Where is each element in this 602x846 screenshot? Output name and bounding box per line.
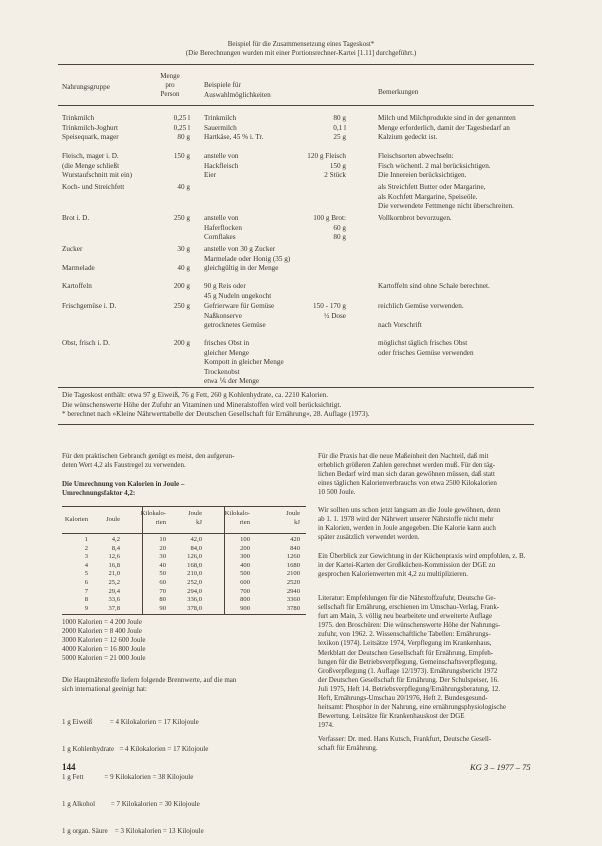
food-cell-line: 80 g xyxy=(177,133,190,142)
conv-cell: 3360 xyxy=(286,596,300,604)
reference-line: Heft, Ernährungs-Umschau 20/1976, Heft 2. Bundesgesund- xyxy=(318,694,488,703)
food-cell-line: Trinkmilch-Joghurt xyxy=(62,123,119,132)
author-note xyxy=(318,735,491,753)
header-amount-l1: Menge xyxy=(160,72,180,80)
large-value-line: 4000 Kalorien = 16 800 Joule xyxy=(62,645,146,654)
food-cell-group xyxy=(62,183,124,193)
food-cell-line: 150 g xyxy=(329,161,346,170)
conv-header-line: Joule xyxy=(286,510,300,517)
food-cell-line: Die verwendete Fettmenge nicht überschreiten. xyxy=(378,202,514,211)
conv-header-line: Joule xyxy=(106,516,120,523)
food-cell-line: Naßkonserve xyxy=(204,311,242,320)
food-cell-example xyxy=(204,302,274,331)
energy-value-line: 1 g Fett = 9 Kilokalorien = 38 Kilojoule xyxy=(62,772,194,781)
reference-line: Bewertung. Leitsätze für Krankenhauskost der DGE xyxy=(318,712,465,721)
right-paragraph-2 xyxy=(318,506,500,542)
food-cell-line xyxy=(150,255,190,265)
food-cell-line: 200 g xyxy=(173,339,190,347)
food-cell-group xyxy=(62,114,119,143)
right-paragraph-3 xyxy=(318,552,525,579)
conv-cell: 16,8 xyxy=(108,561,120,569)
conv-cell: 80 xyxy=(159,596,166,604)
food-cell-amount xyxy=(150,282,190,292)
food-cell-line: Fisch wöchentl. 2 mal berücksichtigen. xyxy=(378,161,491,170)
para-line: in Kalorien, werden in Joule angegeben. Die Kalorie kann auch xyxy=(318,524,496,533)
food-cell-notes xyxy=(378,282,490,292)
reference-line: zufuhr, von 1962. 2. Wissenschaftliche Tabellen: Ernährungs- xyxy=(318,630,491,639)
para-line: ab 1. 1. 1978 wird der Nährwert unserer Nährstoffe nicht mehr xyxy=(318,515,494,524)
conv-cell: 100 xyxy=(240,536,250,543)
conv-cell: 840 xyxy=(290,544,300,552)
footnote-2: Die wünschenswerte Höhe der Zufuhr an Vitaminen und Mineralstoffen wird voll berücksichtigt. xyxy=(62,400,342,409)
footnote-1: Die Tageskost enthält: etwa 97 g Eiweiß, 76 g Fett, 260 g Kohlenhydrate, ca. 2210 Kalorien. xyxy=(62,391,329,399)
conv-cell: 200 xyxy=(240,544,250,552)
food-cell-line: 80 g xyxy=(333,114,346,122)
large-values xyxy=(62,618,145,663)
food-cell-line: getrocknetes Gemüse xyxy=(204,321,266,330)
food-cell-line: Kartoffeln sind ohne Schale berechnet. xyxy=(378,282,490,290)
food-cell-line: 80 g xyxy=(333,233,346,242)
intro-line: Für den praktischen Gebrauch genügt es meist, den aufgerun- xyxy=(62,452,235,460)
energy-value-line: 1 g organ. Säure = 3 Kilokalorien = 13 Kilojoule xyxy=(62,827,204,836)
food-cell-line: Trockenobst xyxy=(204,367,240,376)
conv-cell: 1680 xyxy=(286,561,300,569)
conv-cell: 60 xyxy=(159,579,166,586)
conv-cell: 12,6 xyxy=(108,553,120,561)
conversion-title-line: Die Umrechnung von Kalorien in Joule – xyxy=(62,480,185,488)
table-header-rule xyxy=(58,105,534,106)
conv-top-rule xyxy=(62,506,306,507)
food-cell-line: anstelle von xyxy=(204,152,239,160)
food-cell-line: 40 g xyxy=(177,183,190,191)
conv-cell: 40 xyxy=(159,561,166,569)
conv-cell: 10 xyxy=(159,536,166,543)
conv-cell: 7 xyxy=(84,587,88,595)
food-cell-line: Fleischsorten abwechseln: xyxy=(378,152,454,160)
food-cell-example xyxy=(204,245,290,274)
conv-cell: 30 xyxy=(159,553,166,561)
conv-cell: 3780 xyxy=(286,604,300,612)
food-cell-line: Vollkornbrot bevorzugen. xyxy=(378,214,452,222)
reference-line: 1974. xyxy=(318,721,334,730)
food-cell-line: 0,25 l xyxy=(173,114,190,122)
food-cell-line: 120 g Fleisch xyxy=(307,152,346,160)
food-cell-line: (die Menge schließt xyxy=(62,161,120,170)
para-line: gesprochen Kalorienwerten mit 4,2 zu multiplizieren. xyxy=(318,570,468,579)
conv-header-cell xyxy=(134,510,166,527)
intro-line: deten Wert 4,2 als Faustregel zu verwenden. xyxy=(62,461,186,470)
conv-cell: 42,0 xyxy=(190,536,202,543)
food-cell-line: ½ Dose xyxy=(324,311,346,320)
food-cell-notes xyxy=(378,114,516,143)
large-value-line: 5000 Kalorien = 21 000 Joule xyxy=(62,654,146,663)
conv-cell: 500 xyxy=(240,570,250,578)
conv-cell: 1 xyxy=(84,536,88,543)
conv-header-line: rien xyxy=(239,518,250,526)
conv-cell: 210,0 xyxy=(187,570,202,578)
food-cell-line: anstelle von 30 g Zucker xyxy=(204,245,276,253)
food-cell-line: Sauermilch xyxy=(204,123,237,132)
para-line: erheblich größeren Zahlen gerechnet werden muß. Für den täg- xyxy=(318,461,496,470)
food-cell-line: Koch- und Streichfett xyxy=(62,183,125,191)
conversion-table-title xyxy=(62,480,184,498)
footnote-3: * berechnet nach »Kleine Nährwerttabelle der Deutschen Gesellschaft für Ernährung«, 28. Auflage (1973). xyxy=(62,410,370,419)
conv-cell: 4,2 xyxy=(111,536,120,543)
food-cell-line xyxy=(378,312,464,322)
table-bottom-rule xyxy=(58,387,534,388)
food-cell-line: Hackfleisch xyxy=(204,161,239,170)
food-cell-amount xyxy=(150,245,190,274)
food-cell-notes xyxy=(378,302,464,331)
conv-cell: 2100 xyxy=(286,570,300,578)
food-cell-line: Fleisch, mager i. D. xyxy=(62,152,119,160)
food-cell-group xyxy=(62,302,116,312)
conv-cell: 300 xyxy=(240,553,250,561)
food-cell-line: 2 Stück xyxy=(324,171,346,180)
food-cell-amount xyxy=(150,183,190,193)
conv-header-line: Joule xyxy=(188,510,202,517)
conv-cell: 70 xyxy=(159,587,166,595)
food-cell-line: 25 g xyxy=(333,133,346,142)
conv-cell: 8 xyxy=(84,596,88,604)
footnote-bottom-rule xyxy=(58,424,534,425)
food-cell-amount xyxy=(150,214,190,224)
conv-cell: 29,4 xyxy=(108,587,120,595)
food-cell-line: 250 g xyxy=(173,214,190,222)
header-amount-l3: Person xyxy=(160,90,180,98)
food-cell-notes xyxy=(378,183,514,212)
food-cell-line: gleicher Menge xyxy=(204,348,249,357)
conv-header-line: rien xyxy=(155,518,166,526)
food-cell-group xyxy=(62,245,95,274)
food-cell-group xyxy=(62,214,89,224)
conv-cell: 800 xyxy=(240,596,250,604)
conv-header-line: kJ xyxy=(294,518,300,526)
food-cell-line: 0,1 l xyxy=(333,123,346,132)
food-cell-line: anstelle von xyxy=(204,214,239,222)
para-line: 10 500 Joule. xyxy=(318,488,356,497)
conv-header-line: Kilokalo- xyxy=(224,510,250,517)
conv-cell: 3 xyxy=(84,553,88,561)
food-cell-line: oder frisches Gemüse verwenden xyxy=(378,348,474,357)
author-line: Verfasser: Dr. med. Hans Kutsch, Frankfurt, Deutsche Gesell- xyxy=(318,735,492,743)
para-line: Für die Praxis hat die neue Maßeinheit den Nachteil, daß mit xyxy=(318,452,489,460)
energy-intro-line: Die Hauptnährstoffe liefern folgende Brennwerte, auf die man xyxy=(62,676,237,684)
page-number: 144 xyxy=(62,762,76,772)
conv-bottom-rule xyxy=(62,614,306,615)
food-cell-line: möglichst täglich frisches Obst xyxy=(378,339,468,347)
reference-line: furt am Main, 3. völlig neu bearbeitete und erweiterte Auflage xyxy=(318,612,492,621)
title-line-2: (Die Berechnungen wurden mit einer Portionsrechner-Kartei [1.11] durchgeführt.) xyxy=(185,49,417,57)
conv-cell: 33,6 xyxy=(108,596,120,604)
conv-cell: 5 xyxy=(84,570,88,578)
conv-cell: 6 xyxy=(84,579,88,586)
conv-cell: 50 xyxy=(159,570,166,578)
conv-cell: 168,0 xyxy=(187,561,202,569)
food-cell-group xyxy=(62,152,132,181)
conv-cell: 4 xyxy=(84,561,88,569)
food-cell-notes xyxy=(378,152,491,181)
table-title xyxy=(140,40,462,58)
food-cell-example xyxy=(204,114,263,143)
food-cell-line: Kartoffeln xyxy=(62,282,92,290)
food-cell-example xyxy=(204,214,242,243)
conv-cell: 2520 xyxy=(286,579,300,586)
food-cell-line: Menge erforderlich, damit der Tagesbedarf an xyxy=(378,123,510,132)
food-cell-line xyxy=(62,255,95,265)
food-cell-line: Haferflocken xyxy=(204,223,242,232)
food-cell-line: Zucker xyxy=(62,245,83,253)
intro-paragraph xyxy=(62,452,234,470)
conv-cell: 252,0 xyxy=(187,579,202,586)
food-cell-line: Obst, frisch i. D. xyxy=(62,339,110,347)
reference-line: Literatur: Empfehlungen für die Nährstoffzufuhr, Deutsche Ge- xyxy=(318,594,496,602)
header-example-l1: Beispiele für xyxy=(204,81,241,89)
conv-header-cell xyxy=(218,510,250,527)
conversion-title-line: Umrechnungsfaktor 4,2: xyxy=(62,489,136,498)
conv-cell: 1260 xyxy=(286,553,300,561)
food-cell-line: 100 g Brot: xyxy=(313,214,346,222)
right-paragraph-1 xyxy=(318,452,497,497)
conv-header-rule xyxy=(62,533,306,534)
header-example xyxy=(204,81,271,100)
conv-cell: 126,0 xyxy=(187,553,202,561)
conv-cell: 900 xyxy=(240,604,250,612)
header-notes: Bemerkungen xyxy=(378,88,419,96)
food-cell-line: 40 g xyxy=(177,264,190,273)
food-cell-amount xyxy=(150,114,190,143)
reference-line: der Deutschen Gesellschaft für Ernährung. Der Schulspeiser, 16. xyxy=(318,675,499,684)
para-line: Ein Überblick zur Gewichtung in der Küchenpraxis wird empfohlen, z. B. xyxy=(318,552,526,560)
reference-line: Großverpflegung (1. Auflage 12/1973). Ernährungsbericht 1972 xyxy=(318,666,498,675)
food-cell-qty xyxy=(290,302,346,331)
food-cell-line: Milch und Milchprodukte sind in der genannten xyxy=(378,114,516,122)
para-line: eines täglichen Kalorienverbrauchs von etwa 2500 Kilokalorien xyxy=(318,479,497,488)
para-line: lichen Bedarf wird man sich daran gewöhnen müssen, daß statt xyxy=(318,470,495,479)
food-cell-line: nach Vorschrift xyxy=(378,321,422,330)
header-amount xyxy=(150,72,190,99)
energy-value-line: 1 g Alkohol = 7 Kilokalorien = 30 Kilojoule xyxy=(62,800,200,809)
conv-cell: 9 xyxy=(84,604,88,612)
conv-cell: 21,0 xyxy=(108,570,120,578)
food-cell-line: Cornflakes xyxy=(204,233,236,242)
food-cell-line: Gefrierware für Gemüse xyxy=(204,302,275,310)
energy-intro-line: sich international geeinigt hat: xyxy=(62,685,147,694)
reference-line: heitsamt: Phosphor in der Nahrung, eine ernährungsphysiologische xyxy=(318,703,506,712)
food-cell-amount xyxy=(150,152,190,162)
conv-cell: 37,8 xyxy=(108,604,120,612)
conv-cell: 25,2 xyxy=(108,579,120,586)
conv-header-line: kJ xyxy=(196,518,202,526)
food-cell-line: 30 g xyxy=(177,245,190,253)
food-cell-line: Speisequark, mager xyxy=(62,133,119,142)
conv-cell: 2 xyxy=(84,544,88,552)
food-cell-line: Wurstaufschnitt mit ein) xyxy=(62,171,132,180)
header-amount-l2: pro xyxy=(165,81,175,89)
food-cell-line: 90 g Reis oder xyxy=(204,282,246,290)
food-cell-line: reichlich Gemüse verwenden. xyxy=(378,302,464,310)
food-cell-line: Trinkmilch xyxy=(204,114,237,122)
food-cell-line: Eier xyxy=(204,171,216,180)
food-cell-line: frisches Obst in xyxy=(204,339,250,347)
conv-cell: 336,0 xyxy=(187,596,202,604)
food-cell-line: Hartkäse, 45 % i. Tr. xyxy=(204,133,264,142)
para-line: in der Kartei-Karten der Großküchen-Kommission der DGE zu xyxy=(318,561,496,570)
food-cell-qty xyxy=(290,114,346,143)
conv-header-cell xyxy=(56,516,88,525)
food-cell-notes xyxy=(378,214,452,224)
conv-header-cell xyxy=(170,510,202,527)
food-cell-amount xyxy=(150,339,190,349)
food-cell-line: Kompott in gleicher Menge xyxy=(204,358,284,367)
food-cell-qty xyxy=(290,152,346,181)
food-cell-line: Die Innereien berücksichtigen. xyxy=(378,171,467,180)
footnotes xyxy=(62,391,370,420)
conv-cell: 294,0 xyxy=(187,587,202,595)
food-cell-line: Kalzium gedeckt ist. xyxy=(378,133,438,142)
food-cell-line: 200 g xyxy=(173,282,190,290)
page-reference: KG 3 – 1977 – 75 xyxy=(470,762,531,772)
conv-header-line: Kilokalo- xyxy=(140,510,166,517)
food-cell-line: gleichgültig in der Menge xyxy=(204,264,279,273)
conv-header-line: Kalorien xyxy=(64,516,88,523)
food-cell-line: Marmelade oder Honig (35 g) xyxy=(204,254,291,263)
food-cell-line: 60 g xyxy=(333,223,346,232)
conv-cell: 20 xyxy=(159,544,166,552)
food-cell-group xyxy=(62,282,92,292)
title-line-1: Beispiel für die Zusammensetzung eines Tageskost* xyxy=(227,40,375,48)
conv-cell: 600 xyxy=(240,579,250,586)
reference-line: Juli 1975, Heft 14. Betriebsverpflegung/Ernährungsberatung, 12. xyxy=(318,684,501,693)
energy-intro xyxy=(62,676,236,694)
para-line: Wir sollten uns schon jetzt langsam an die Joule gewöhnen, denn xyxy=(318,506,501,514)
references xyxy=(318,594,506,730)
reference-line: lexikon (1974). Leitsätze 1974, Verpflegung im Krankenhaus, xyxy=(318,639,492,648)
conv-cell: 700 xyxy=(240,587,250,595)
food-cell-group xyxy=(62,339,110,349)
conv-cell: 84,0 xyxy=(190,544,202,552)
conv-cell: 8,4 xyxy=(111,544,120,552)
food-cell-example xyxy=(204,339,284,387)
author-line: schaft für Ernährung. xyxy=(318,744,378,753)
conv-header-cell xyxy=(268,510,300,527)
large-value-line: 2000 Kalorien = 8 400 Joule xyxy=(62,627,142,636)
food-cell-line: 0,25 l xyxy=(173,123,190,132)
reference-line: Merkblatt der Deutschen Gesellschaft für Ernährung, Empfeh- xyxy=(318,648,494,657)
food-cell-line: 150 - 170 g xyxy=(313,302,346,310)
food-cell-amount xyxy=(150,302,190,312)
food-cell-line: 45 g Nudeln ungekocht xyxy=(204,291,272,300)
large-value-line: 3000 Kalorien = 12 600 Joule xyxy=(62,636,146,645)
conv-cell: 378,0 xyxy=(187,604,202,612)
food-cell-line: Brot i. D. xyxy=(62,214,90,222)
food-cell-example xyxy=(204,152,239,181)
conv-header-cell xyxy=(88,516,120,525)
food-cell-line: als Streichfett Butter oder Margarine, xyxy=(378,183,486,191)
energy-values xyxy=(62,700,208,846)
reference-line: sellschaft für Ernährung, erschienen im Umschau-Verlag, Frank- xyxy=(318,603,500,612)
energy-value-line: 1 g Eiweiß = 4 Kilokalorien = 17 Kilojoule xyxy=(62,718,199,727)
food-cell-line: als Kochfett Margarine, Speiseöle. xyxy=(378,192,478,201)
food-cell-line: Marmelade xyxy=(62,264,95,273)
conv-cell: 2940 xyxy=(286,587,300,595)
para-line: später zusätzlich verwendet werden. xyxy=(318,533,420,542)
food-cell-notes xyxy=(378,339,474,358)
food-cell-example xyxy=(204,282,271,301)
header-group: Nahrungsgruppe xyxy=(62,83,110,91)
conv-cell: 90 xyxy=(159,604,166,612)
food-cell-qty xyxy=(290,214,346,243)
food-cell-line: Frischgemüse i. D. xyxy=(62,302,117,310)
reference-line: 1975. den Broschüren: Die wünschenswerte Höhe der Nahrungs- xyxy=(318,621,501,630)
energy-value-line: 1 g Kohlenhydrate = 4 Kilokalorien = 17 Kilojoule xyxy=(62,745,209,754)
food-cell-line: 150 g xyxy=(173,152,190,160)
food-cell-line: 250 g xyxy=(173,302,190,310)
conv-cell: 420 xyxy=(290,536,300,543)
header-example-l2: Auswahlmöglichkeiten xyxy=(204,90,271,99)
food-cell-line: Trinkmilch xyxy=(62,114,95,122)
food-cell-line: etwa ⅙ der Menge xyxy=(204,377,260,386)
conv-cell: 400 xyxy=(240,561,250,569)
food-cell-line xyxy=(290,321,346,331)
large-value-line: 1000 Kalorien = 4 200 Joule xyxy=(62,618,142,626)
table-top-rule xyxy=(58,64,534,65)
reference-line: lungen für die Betriebsverpflegung, Gemeinschaftsverpflegung, xyxy=(318,657,497,666)
